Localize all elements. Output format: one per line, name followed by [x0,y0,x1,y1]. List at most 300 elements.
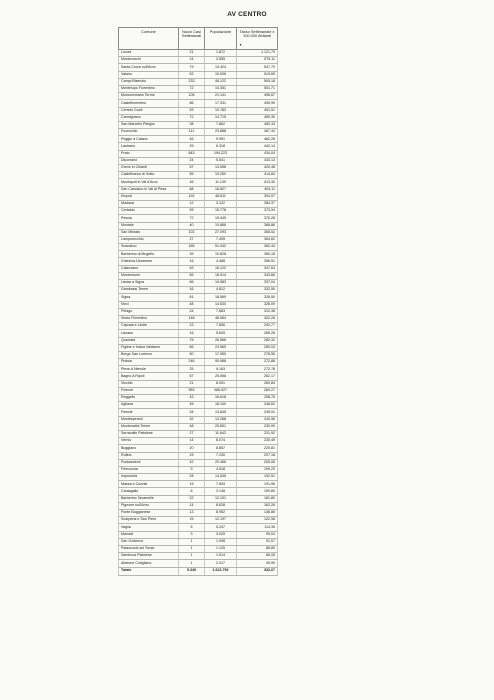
cell-popolazione: 8.857 [205,445,237,452]
cell-popolazione: 17.950 [205,351,237,358]
cell-tasso: 328,50 [237,294,278,301]
cell-popolazione: 14.545 [205,474,237,481]
cell-nuovi-casi: 67 [179,373,205,380]
cell-nuovi-casi: 55 [179,172,205,179]
cell-tasso: 384,37 [237,200,278,207]
cell-nuovi-casi: 233 [179,78,205,85]
cell-comune: Fucecchio [119,129,179,136]
cell-nuovi-casi: 45 [179,402,205,409]
cell-tasso: 162,26 [237,502,278,509]
cell-nuovi-casi: 53 [179,107,205,114]
cell-comune: Capraia e Limite [119,323,179,330]
cell-comune: Firenze [119,387,179,394]
cell-nuovi-casi: 20 [179,445,205,452]
cell-popolazione: 23.888 [205,129,237,136]
cell-comune: Vernio [119,438,179,445]
table-row [119,57,278,64]
table-row [119,373,278,380]
cell-nuovi-casi: 34 [179,409,205,416]
cell-tasso: 272,78 [237,366,278,373]
cell-popolazione: 4.812 [205,287,237,294]
cell-popolazione: 46.122 [205,78,237,85]
table-row [119,330,278,337]
cell-tasso: 280,03 [237,344,278,351]
cell-popolazione: 12.101 [205,495,237,502]
cell-tasso: 489,30 [237,114,278,121]
cell-tasso: 88,89 [237,545,278,552]
cell-nuovi-casi: 48 [179,301,205,308]
cell-popolazione: 14.630 [205,301,237,308]
cell-tasso: 373,94 [237,208,278,215]
cell-comune: Londa [119,50,179,57]
table-row [119,308,278,315]
cell-popolazione: 18.569 [205,294,237,301]
cell-popolazione: 13.845 [205,409,237,416]
cell-comune: Gambassi Terme [119,287,179,294]
header-nuovi-casi[interactable]: Nuovi Casi Settimanali [179,28,205,50]
table-row [119,186,278,193]
cell-nuovi-casi: 24 [179,57,205,64]
cell-tasso: 414,84 [237,172,278,179]
cell-popolazione: 19.445 [205,215,237,222]
cell-comune: Montelupo Fiorentino [119,85,179,92]
cell-comune: Scarperia e San Piero [119,517,179,524]
cell-nuovi-casi: 59 [179,208,205,215]
cell-popolazione: 7.834 [205,481,237,488]
table-row [119,502,278,509]
cell-nuovi-casi: 68 [179,186,205,193]
cell-nuovi-casi: 843 [179,150,205,157]
cell-tasso: 420,48 [237,165,278,172]
cell-comune: Cantagallo [119,488,179,495]
cell-comune: Pignone sull'Arno [119,502,179,509]
table-header-row [119,28,278,50]
cell-popolazione: 4.488 [205,258,237,265]
header-popolazione[interactable]: Popolazione [205,28,237,50]
table-row [119,366,278,373]
cell-tasso: 285,26 [237,330,278,337]
cell-nuovi-casi: 24 [179,308,205,315]
table-row [119,258,278,265]
cell-nuovi-casi: 23 [179,323,205,330]
cell-tasso: 278,55 [237,351,278,358]
header-tasso[interactable] [237,28,278,50]
cell-comune: Pistoia [119,359,179,366]
table-row [119,380,278,387]
cell-comune: Sambuca Pistoiese [119,553,179,560]
cell-popolazione: 8.051 [205,380,237,387]
table-row [119,430,278,437]
cell-comune: Figline e Incisa Valdarno [119,344,179,351]
cell-popolazione: 2.017 [205,560,237,567]
cell-nuovi-casi: 15 [179,481,205,488]
cell-tasso: 356,51 [237,258,278,265]
cell-comune: Barberino di Mugello [119,251,179,258]
cell-popolazione: 8.628 [205,502,237,509]
cell-nuovi-casi: 57 [179,165,205,172]
cell-popolazione: 3.029 [205,531,237,538]
table-row [119,107,278,114]
cell-popolazione: 8.952 [205,510,237,517]
cell-nuovi-casi: 16 [179,287,205,294]
table-row [119,294,278,301]
cell-popolazione: 11.642 [205,430,237,437]
table-row [119,85,278,92]
header-comune[interactable]: Comune [119,28,179,50]
table-row [119,359,278,366]
cell-nuovi-casi: 72 [179,85,205,92]
cell-popolazione: 5.541 [205,157,237,164]
cell-comune: Fiesole [119,409,179,416]
table-row [119,387,278,394]
cell-popolazione: 19.583 [205,280,237,287]
table-row [119,481,278,488]
cell-nuovi-casi: 50 [179,351,205,358]
table-row [119,265,278,272]
cell-comune: Madana [119,200,179,207]
cell-nuovi-casi: 32 [179,416,205,423]
cell-nuovi-casi: 27 [179,430,205,437]
cell-popolazione: 5.247 [205,524,237,531]
table-row [119,466,278,473]
cell-comune: Vaglia [119,524,179,531]
cell-tasso: 547,70 [237,64,278,71]
table-row [119,215,278,222]
cell-tasso: 491,51 [237,107,278,114]
cell-popolazione: 3.555 [205,57,237,64]
table-row [119,553,278,560]
total-casi: 5.349 [179,567,205,575]
cell-tasso: 245,01 [237,409,278,416]
cell-popolazione: 27.093 [205,229,237,236]
cell-nuovi-casi: 46 [179,136,205,143]
cell-tasso: 360,18 [237,251,278,258]
table-row [119,222,278,229]
cell-nuovi-casi: 28 [179,474,205,481]
cell-comune: Certaldo [119,208,179,215]
cell-tasso: 282,32 [237,337,278,344]
cell-tasso: 302,26 [237,315,278,322]
cell-tasso: 434,04 [237,150,278,157]
cell-tasso: 91,07 [237,538,278,545]
cell-popolazione: 1.514 [205,553,237,560]
cell-popolazione: 26.566 [205,337,237,344]
cell-comune: Sesto Fiorentino [119,315,179,322]
cell-nuovi-casi: 9 [179,466,205,473]
cell-comune: Rufina [119,452,179,459]
cell-tasso: 190,60 [237,488,278,495]
cell-comune: Carmignano [119,114,179,121]
cell-comune: Montopoli in Val d'Arno [119,179,179,186]
cell-comune: Quarrata [119,337,179,344]
cell-nuovi-casi: 185 [179,244,205,251]
cell-comune: San Casciano in Val di Pesa [119,186,179,193]
cell-comune: Signa [119,294,179,301]
cell-comune: Bagno A Ripoli [119,373,179,380]
cell-tasso: 433,13 [237,157,278,164]
cell-popolazione: 11.130 [205,179,237,186]
cell-tasso: 501,71 [237,85,278,92]
cell-nuovi-casi: 1 [179,560,205,567]
table-row [119,157,278,164]
table-row [119,423,278,430]
cell-nuovi-casi: 40 [179,222,205,229]
cell-nuovi-casi: 102 [179,229,205,236]
cell-comune: Montemurlo [119,272,179,279]
cell-popolazione: 12.197 [205,517,237,524]
cell-comune: Prato [119,150,179,157]
cell-nuovi-casi: 6 [179,488,205,495]
cell-comune: Vicchio [119,380,179,387]
table-row [119,560,278,567]
cell-tasso: 368,86 [237,222,278,229]
table-row [119,114,278,121]
cell-tasso: 483,33 [237,121,278,128]
table-row [119,474,278,481]
table-row [119,179,278,186]
cell-comune: Pelago [119,308,179,315]
cell-comune: Dicomano [119,157,179,164]
cell-popolazione: 1.098 [205,538,237,545]
cell-tasso: 122,98 [237,517,278,524]
cell-nuovi-casi: 24 [179,157,205,164]
cell-comune: Buggiano [119,445,179,452]
cell-popolazione: 1.872 [205,50,237,57]
cell-tasso: 519,69 [237,71,278,78]
cell-tasso: 146,86 [237,510,278,517]
table-row [119,71,278,78]
cell-popolazione: 7.856 [205,323,237,330]
cell-popolazione: 20.801 [205,423,237,430]
table-row [119,272,278,279]
cell-comune: Lastrano [119,143,179,150]
cell-nuovi-casi: 16 [179,258,205,265]
cell-nuovi-casi: 75 [179,337,205,344]
cell-nuovi-casi: 63 [179,265,205,272]
table-row [119,287,278,294]
cell-nuovi-casi: 86 [179,100,205,107]
cell-tasso: 292,77 [237,323,278,330]
cell-comune: Reggello [119,395,179,402]
cell-comune: Borgo San Lorenzo [119,351,179,358]
cell-popolazione: 7.405 [205,236,237,243]
cell-comune: San Godenzo [119,538,179,545]
cell-tasso: 462,26 [237,136,278,143]
cell-popolazione: 13.556 [205,165,237,172]
table-row [119,229,278,236]
cell-comune: Barberino Tavarnelle [119,495,179,502]
table-row [119,150,278,157]
cell-tasso: 467,44 [237,129,278,136]
cell-popolazione: 14.424 [205,64,237,71]
cell-comune: Pieve A Nievole [119,366,179,373]
table-row [119,452,278,459]
cell-nuovi-casi: 15 [179,517,205,524]
cell-tasso: 260,84 [237,380,278,387]
cell-comune: Vinci [119,301,179,308]
cell-popolazione: 51.042 [205,244,237,251]
data-table [118,27,278,576]
cell-popolazione: 194.223 [205,150,237,157]
cell-nuovi-casi: 43 [179,395,205,402]
cell-popolazione: 20.466 [205,459,237,466]
total-label: Totale [119,567,179,575]
cell-comune: Chiesina Uzzanese [119,258,179,265]
cell-nuovi-casi: 25 [179,366,205,373]
cell-nuovi-casi: 12 [179,200,205,207]
cell-nuovi-casi: 13 [179,510,205,517]
cell-popolazione: 48.611 [205,193,237,200]
cell-popolazione: 13.268 [205,416,237,423]
cell-popolazione: 21.141 [205,93,237,100]
cell-popolazione: 9.951 [205,136,237,143]
cell-tasso: 332,50 [237,287,278,294]
cell-popolazione: 5.609 [205,330,237,337]
cell-nuovi-casi: 79 [179,64,205,71]
table-row [119,402,278,409]
cell-comune: Pescia [119,215,179,222]
cell-comune: Montespertoli [119,416,179,423]
cell-tasso: 191,96 [237,481,278,488]
table-row [119,172,278,179]
cell-comune: Lamporecchio [119,236,179,243]
cell-popolazione: 14.715 [205,114,237,121]
cell-tasso: 337,04 [237,280,278,287]
cell-nuovi-casi: 953 [179,387,205,394]
cell-popolazione: 7.862 [205,121,237,128]
table-row [119,545,278,552]
cell-comune: Montecatini Terme [119,423,179,430]
cell-comune: Castelfiorentino [119,100,179,107]
table-row [119,510,278,517]
cell-tasso: 404,11 [237,186,278,193]
cell-comune: Scandicci [119,244,179,251]
cell-tasso: 230,49 [237,438,278,445]
cell-nuovi-casi: 65 [179,272,205,279]
table-row [119,416,278,423]
table-row [119,78,278,85]
cell-nuovi-casi: 22 [179,495,205,502]
cell-nuovi-casi: 29 [179,143,205,150]
cell-comune: Empoli [119,193,179,200]
cell-tasso: 272,88 [237,359,278,366]
cell-nuovi-casi: 1 [179,538,205,545]
cell-comune: Poggio a Caiano [119,136,179,143]
table-row [119,208,278,215]
cell-tasso: 312,38 [237,308,278,315]
chevron-down-icon: ▼ [239,43,243,48]
table-row [119,50,278,57]
cell-comune: Castelfranco di Sotto [119,172,179,179]
table-row [119,488,278,495]
cell-tasso: 413,30 [237,179,278,186]
cell-tasso: 49,99 [237,560,278,567]
cell-tasso: 505,18 [237,78,278,85]
table-row [119,301,278,308]
cell-tasso: 230,99 [237,423,278,430]
table-row [119,323,278,330]
cell-comune: Serravalle Pistoiese [119,430,179,437]
cell-tasso: 442,14 [237,143,278,150]
cell-popolazione: 48.964 [205,315,237,322]
cell-nuovi-casi: 72 [179,114,205,121]
cell-popolazione: 14.351 [205,85,237,92]
table-row [119,395,278,402]
cell-nuovi-casi: 46 [179,179,205,186]
cell-comune: Firenzuola [119,466,179,473]
cell-tasso: 192,51 [237,474,278,481]
cell-tasso: 66,05 [237,553,278,560]
cell-comune: Campi Bisenzio [119,78,179,85]
cell-nuovi-casi: 21 [179,380,205,387]
cell-popolazione: 3.148 [205,488,237,495]
table-row [119,517,278,524]
cell-nuovi-casi: 21 [179,50,205,57]
table-row [119,236,278,243]
cell-tasso: 347,64 [237,265,278,272]
table-row [119,280,278,287]
cell-nuovi-casi: 38 [179,121,205,128]
cell-comune: Montevarchi [119,57,179,64]
table-row [119,495,278,502]
table-row [119,315,278,322]
cell-popolazione: 16.618 [205,395,237,402]
table-body [119,50,278,568]
table-row [119,337,278,344]
cell-tasso: 368,52 [237,229,278,236]
cell-comune: Uzzano [119,330,179,337]
cell-nuovi-casi: 1 [179,553,205,560]
cell-nuovi-casi: 246 [179,359,205,366]
table-row [119,165,278,172]
cell-popolazione: 4.518 [205,466,237,473]
cell-tasso: 262,17 [237,373,278,380]
cell-comune: Palazzuolo sul Senio [119,545,179,552]
table-row [119,244,278,251]
cell-tasso: 362,44 [237,244,278,251]
table-row [119,524,278,531]
cell-tasso: 364,62 [237,236,278,243]
cell-nuovi-casi: 16 [179,330,205,337]
table-row [119,143,278,150]
cell-nuovi-casi: 111 [179,129,205,136]
cell-popolazione: 18.122 [205,265,237,272]
cell-comune: Impruneta [119,474,179,481]
cell-popolazione: 9.163 [205,366,237,373]
table-row [119,200,278,207]
cell-popolazione: 10.866 [205,222,237,229]
cell-popolazione: 13.250 [205,172,237,179]
cell-comune: Abetone Cutigliano [119,560,179,567]
cell-comune: Pontassieve [119,459,179,466]
cell-nuovi-casi: 1 [179,545,205,552]
cell-popolazione: 17.331 [205,100,237,107]
cell-tasso: 181,80 [237,495,278,502]
cell-tasso: 99,04 [237,531,278,538]
cell-comune: Greve in Chianti [119,165,179,172]
cell-popolazione: 10.006 [205,71,237,78]
total-tasso: 332,07 [237,567,278,575]
cell-nuovi-casi: 14 [179,502,205,509]
table-row [119,64,278,71]
cell-popolazione: 18.100 [205,402,237,409]
table-row [119,351,278,358]
cell-popolazione: 18.914 [205,272,237,279]
cell-tasso: 496,67 [237,93,278,100]
table-row [119,531,278,538]
cell-popolazione: 16.827 [205,186,237,193]
table-row [119,538,278,545]
